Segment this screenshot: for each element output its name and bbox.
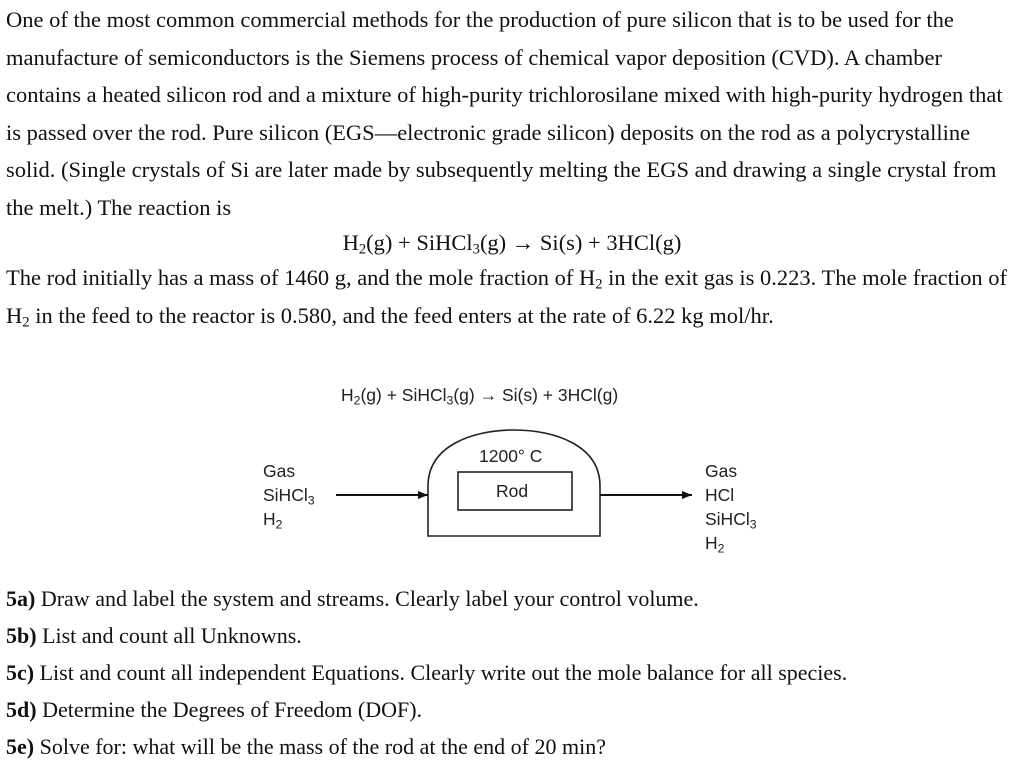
rod-label: Rod xyxy=(496,481,529,501)
question-5b: 5b) List and count all Unknowns. xyxy=(6,623,302,648)
outlet-stream-labels: Gas HCl SiHCl$_3$ $H_2$ xyxy=(705,461,757,556)
diagram-reaction-equation: $H_2(g)$ + SiHCl$_3$(g) → Si(s) + 3HCl(g) xyxy=(341,385,619,408)
temperature-label: 1200° C xyxy=(479,446,543,466)
reaction-equation: $H_2(g)$ + SiHCl$_3$(g) → Si(s) + 3HCl(g) xyxy=(342,230,682,258)
question-5d: 5d) Determine the Degrees of Freedom (DOF). xyxy=(6,697,423,722)
problem-paragraph-2: The rod initially has a mass of 1460 g, and the mole fraction of $H_2$ in the exit gas is 0.223. The mole fraction of $H_2$ in the feed to the reactor is 0.580, and the feed enters at the rate of 6.22 kg mol/hr. xyxy=(6,265,1008,331)
problem-paragraph-1: One of the most common commercial methods for the production of pure silicon that is to be used for the manufacture of semiconductors is the Siemens process of chemical vapor deposition (CVD). A chamber contains a heated silicon rod and a mixture of high-purity trichlorosilane mixed with high-purity hydrogen that is passed over the rod. Pure silicon (EGS—electronic grade silicon) deposits on the rod as a polycrystalline solid. (Single crystals of Si are later made by subsequently melting the EGS and drawing a single crystal from the melt.) The reaction is xyxy=(6,7,1003,220)
question-5e: 5e) Solve for: what will be the mass of the rod at the end of 20 min? xyxy=(6,734,606,759)
inlet-stream-labels: Gas SiHCl$_3$ $H_2$ xyxy=(263,461,315,532)
question-5a: 5a) Draw and label the system and streams. Clearly label your control volume. xyxy=(6,586,699,611)
question-5c: 5c) List and count all independent Equations. Clearly write out the mole balance for all species. xyxy=(6,660,848,685)
